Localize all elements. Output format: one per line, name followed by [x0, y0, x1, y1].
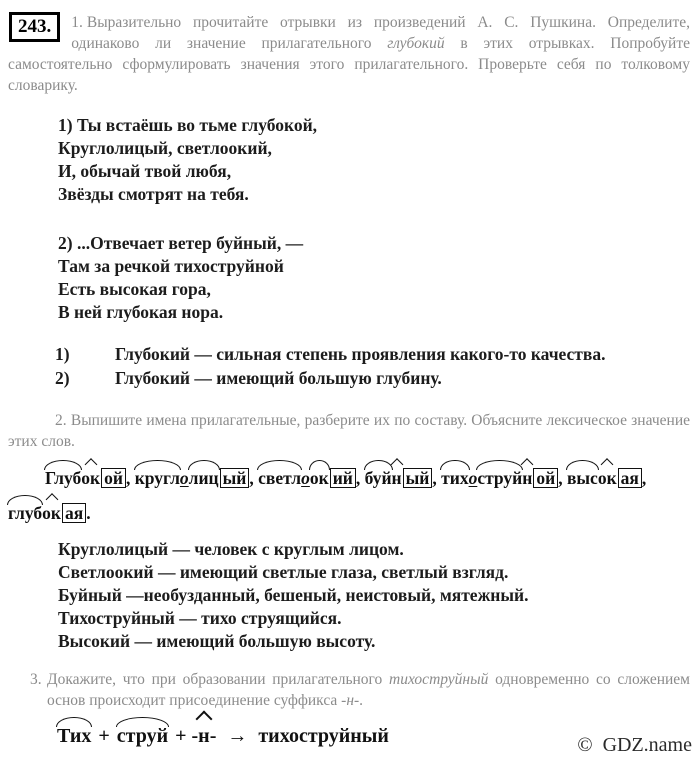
morpheme-word	[45, 468, 130, 489]
morpheme-line-2	[8, 503, 700, 524]
task3-italic-word: тихоструйный	[389, 671, 489, 688]
morpheme-line-1	[8, 468, 700, 489]
root-arc: буй	[364, 468, 392, 488]
ending-box: ая	[618, 468, 642, 488]
morpheme-word	[8, 503, 91, 524]
root-arc: тих	[441, 468, 469, 488]
root-arc: струй	[477, 468, 523, 488]
root-arc: выс	[566, 468, 598, 488]
verse-line: 2) ...Отвечает ветер буйный, —	[58, 233, 304, 253]
answer-text: Глубокий — сильная степень проявления какого-то качества.	[115, 344, 606, 364]
verse-line: Круглолицый, светлоокий,	[58, 138, 272, 158]
word-separator: ,	[558, 468, 563, 488]
task3-text-c: .	[359, 692, 364, 709]
formula-stem2-arc: струй	[116, 725, 169, 747]
formula-suffix-caret: -н-	[191, 725, 217, 747]
arrow-icon: →	[227, 725, 248, 747]
connector-vowel: о	[468, 468, 478, 488]
task3-text	[47, 669, 690, 711]
answer-number: 2)	[55, 368, 70, 388]
verse-1	[58, 114, 700, 206]
task1-text-a: Выразительно прочитайте отрывки из произведений А. С. Пушкина. Определите, одинаково ли значение прилагательного	[71, 14, 690, 52]
ending-box: ой	[101, 468, 126, 488]
root-arc: светл	[258, 468, 302, 488]
verse-line: В ней глубокая нора.	[58, 302, 224, 322]
verse-line: И, обычай твой любя,	[58, 161, 232, 181]
connector-vowel: о	[301, 468, 310, 488]
task1-text-b: в этих отрывках. Попробуйте самостоятельно сформулировать значения этого прилагательного. Проверьте себя по толковому словарику.	[8, 35, 690, 94]
morpheme-word	[441, 468, 562, 489]
task1-number: 1.	[71, 14, 83, 31]
task3-instruction	[0, 669, 690, 711]
task1-instruction	[0, 0, 700, 96]
task1-italic-word: глубокий	[387, 35, 445, 52]
root-arc: глуб	[8, 503, 43, 523]
definitions-list	[58, 538, 700, 653]
morpheme-word	[567, 468, 646, 489]
ending-box: ый	[220, 468, 250, 488]
word-separator: ,	[249, 468, 254, 488]
word-separator: ,	[125, 468, 131, 488]
suffix-caret: ок	[597, 468, 617, 488]
verse-line: Звёзды смотрят на тебя.	[58, 184, 249, 204]
answer-number: 1)	[55, 344, 70, 364]
morpheme-analysis	[0, 456, 700, 524]
ending-box: ая	[62, 503, 86, 523]
word-separator: ,	[355, 468, 361, 488]
morpheme-word	[365, 468, 437, 489]
task3-text-a: Докажите, что при образовании прилагательного	[47, 671, 389, 688]
definition-line: Буйный —необузданный, бешеный, неистовый, мятежный.	[58, 585, 529, 605]
connector-vowel: о	[179, 468, 189, 488]
copyright-text: GDZ.name	[602, 734, 692, 756]
root-arc: лиц	[188, 468, 219, 488]
root-arc: ок	[309, 468, 329, 488]
copyright-icon: ©	[577, 734, 593, 756]
definition-line: Тихоструйный — тихо струящийся.	[58, 608, 342, 628]
suffix-caret: ок	[81, 468, 101, 488]
verse-line: Там за речкой тихоструйной	[58, 256, 284, 276]
suffix-caret: н	[391, 468, 402, 488]
copyright-watermark	[577, 734, 692, 757]
verse-line: Есть высокая гора,	[58, 279, 211, 299]
verse-2	[58, 232, 700, 324]
word-separator: .	[86, 503, 91, 523]
answer-row	[55, 342, 700, 366]
root-arc: Глуб	[45, 468, 82, 488]
plus-sign: +	[98, 725, 110, 747]
plus-sign: +	[175, 725, 187, 747]
word-separator: ,	[432, 468, 437, 488]
answer-row	[55, 366, 700, 390]
ending-box: ый	[403, 468, 433, 488]
task3-number: 3.	[30, 671, 42, 688]
task3-suffix-italic: -н-	[341, 692, 360, 709]
answer-text: Глубокий — имеющий большую глубину.	[115, 368, 442, 388]
exercise-number-box: 243.	[10, 13, 59, 41]
suffix-caret: н	[522, 468, 533, 488]
definition-line: Высокий — имеющий большую высоту.	[58, 631, 376, 651]
task2-instruction: 2. Выпишите имена прилагательные, разберите их по составу. Объясните лексическое значение этих слов.	[8, 412, 690, 450]
root-arc: кругл	[134, 468, 180, 488]
definition-line: Круглолицый — человек с круглым лицом.	[58, 539, 404, 559]
task3-text-b: одновременно со сложением основ происходит присоединение суффикса	[47, 671, 690, 709]
verse-line: 1) Ты встаёшь во тьме глубокой,	[58, 115, 318, 135]
formula-stem1-arc: Тих	[57, 725, 92, 747]
suffix-caret: ок	[42, 503, 61, 523]
ending-box: ий	[330, 468, 356, 488]
ending-box: ой	[533, 468, 558, 488]
answers-list	[55, 342, 700, 390]
word-separator: ,	[641, 468, 647, 488]
definition-line: Светлоокий — имеющий светлые глаза, светлый взгляд.	[58, 562, 509, 582]
morpheme-word	[135, 468, 254, 489]
morpheme-word	[258, 468, 360, 489]
formula-result: тихоструйный	[258, 725, 389, 747]
